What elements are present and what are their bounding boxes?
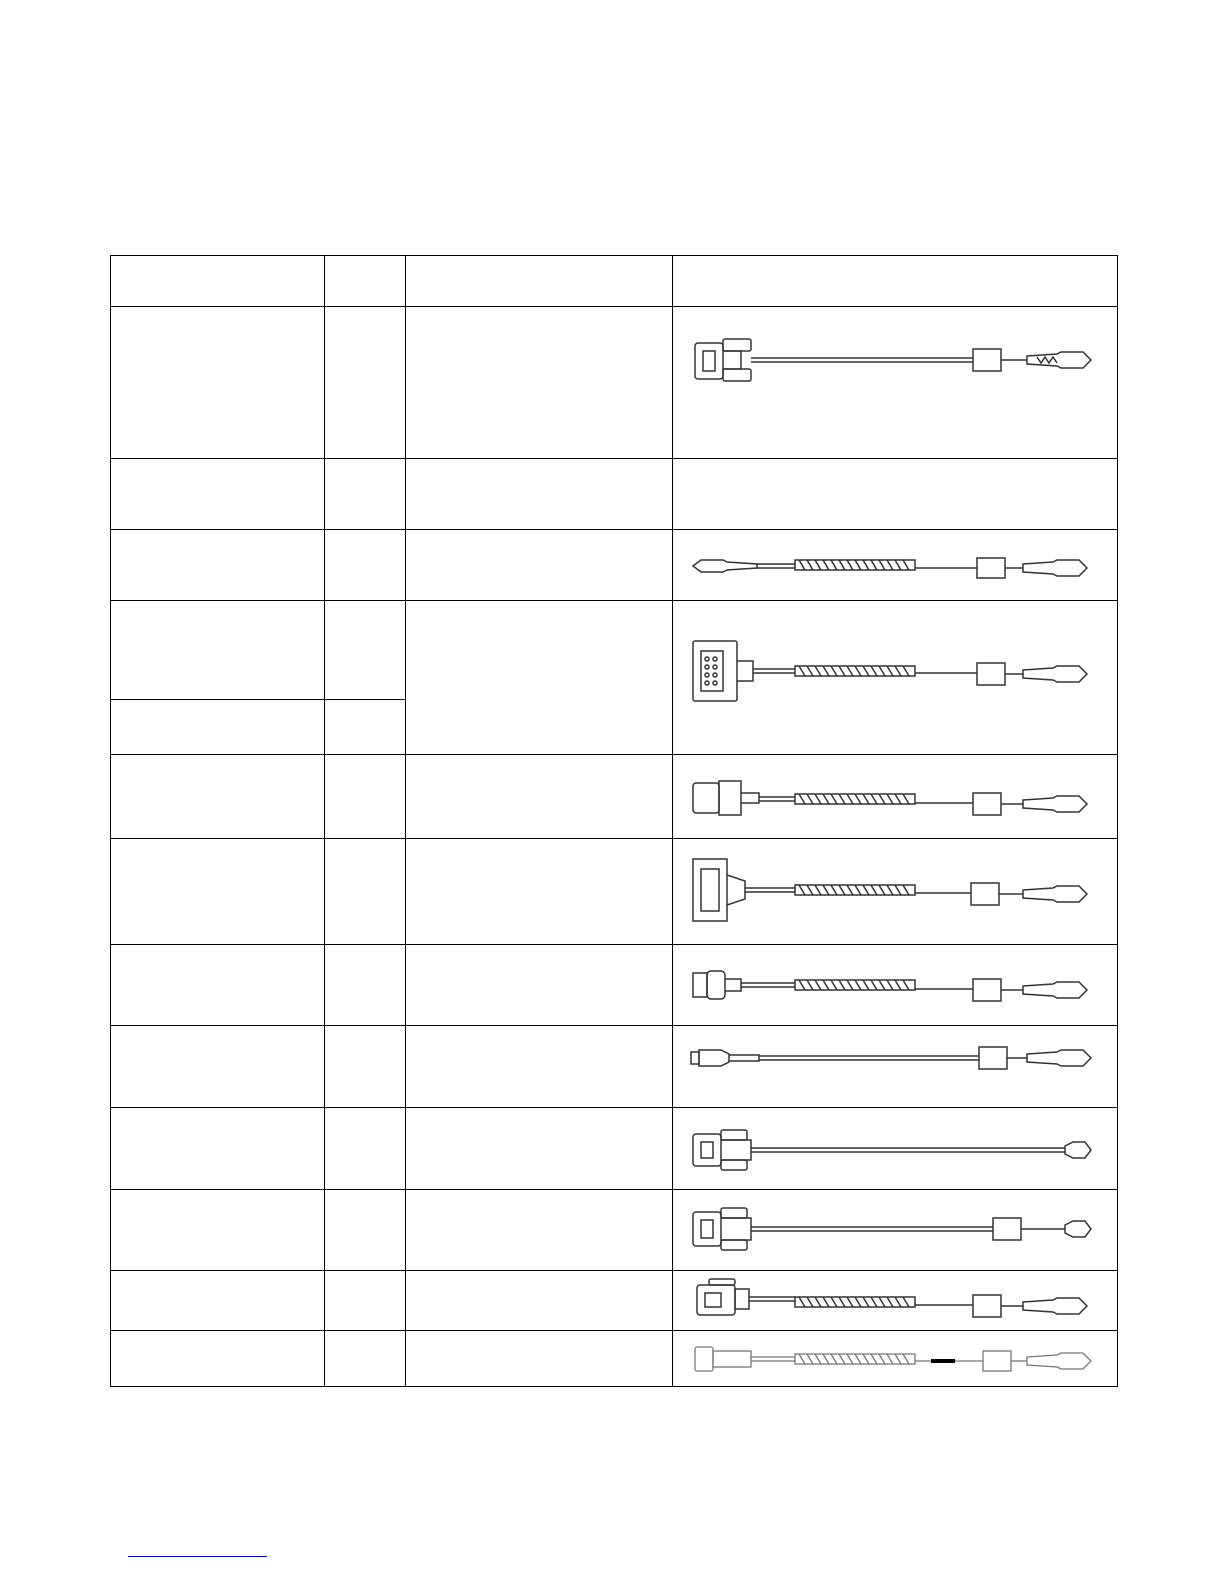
cable-drawing-icon — [687, 1122, 1107, 1178]
cable-drawing-icon — [687, 855, 1107, 925]
cable-drawing-icon — [687, 1202, 1107, 1258]
table-cell — [406, 945, 673, 1026]
cable-drawing-icon — [687, 1337, 1107, 1381]
table-cell — [406, 1108, 673, 1190]
table-row — [111, 601, 1118, 700]
table-cell — [406, 1331, 673, 1387]
table-row — [111, 459, 1118, 530]
table-cell — [325, 755, 406, 839]
cable-table — [110, 255, 1118, 1387]
cable-image-cell — [673, 945, 1118, 1026]
table-row — [111, 307, 1118, 459]
cable-drawing-icon — [687, 1038, 1107, 1078]
cable-image-cell — [673, 530, 1118, 601]
table-cell — [325, 601, 406, 700]
table-cell — [111, 459, 325, 530]
table-cell — [406, 307, 673, 459]
cable-drawing-icon — [687, 544, 1107, 588]
table-cell — [325, 839, 406, 945]
cable-image-cell — [673, 307, 1118, 459]
header-cell-3 — [406, 256, 673, 307]
table-cell — [111, 1108, 325, 1190]
cable-image-cell — [673, 755, 1118, 839]
table-cell — [406, 1190, 673, 1271]
cable-image-cell — [673, 1271, 1118, 1331]
table-row — [111, 839, 1118, 945]
table-row — [111, 530, 1118, 601]
table-cell — [325, 1108, 406, 1190]
table-cell — [325, 307, 406, 459]
table-cell — [406, 459, 673, 530]
cable-drawing-icon — [687, 325, 1107, 395]
table-cell — [111, 945, 325, 1026]
table-row — [111, 1331, 1118, 1387]
cable-drawing-icon — [687, 961, 1107, 1011]
table-cell — [325, 1190, 406, 1271]
table-cell — [111, 601, 325, 700]
table-cell — [406, 601, 673, 755]
table-cell — [111, 1271, 325, 1331]
table-row — [111, 1108, 1118, 1190]
table-cell — [406, 1026, 673, 1108]
table-cell — [325, 1331, 406, 1387]
table-cell — [111, 1026, 325, 1108]
table-header-row — [111, 256, 1118, 307]
table-cell — [111, 530, 325, 601]
table-cell — [111, 1331, 325, 1387]
cable-image-cell — [673, 1190, 1118, 1271]
table-cell — [111, 700, 325, 755]
cable-image-cell — [673, 839, 1118, 945]
table-row — [111, 755, 1118, 839]
table-row — [111, 945, 1118, 1026]
table-row — [111, 1026, 1118, 1108]
table-cell — [673, 459, 1118, 530]
table-cell — [111, 1190, 325, 1271]
table-cell — [325, 1026, 406, 1108]
table-row — [111, 1190, 1118, 1271]
table-cell — [111, 307, 325, 459]
table-cell — [406, 755, 673, 839]
table-cell — [406, 1271, 673, 1331]
header-cell-4 — [673, 256, 1118, 307]
cable-drawing-icon — [687, 1275, 1107, 1327]
table-cell — [406, 530, 673, 601]
table-cell — [111, 755, 325, 839]
header-cell-2 — [325, 256, 406, 307]
table-cell — [325, 945, 406, 1026]
table-cell — [325, 700, 406, 755]
cable-drawing-icon — [687, 631, 1107, 711]
footer-link-underline[interactable] — [128, 1556, 267, 1557]
cable-image-cell — [673, 1026, 1118, 1108]
table-row — [111, 1271, 1118, 1331]
cable-image-cell — [673, 601, 1118, 755]
cable-image-cell — [673, 1108, 1118, 1190]
cable-image-cell — [673, 1331, 1118, 1387]
header-cell-1 — [111, 256, 325, 307]
table-cell — [406, 839, 673, 945]
cable-drawing-icon — [687, 773, 1107, 829]
table-cell — [325, 459, 406, 530]
table-cell — [325, 530, 406, 601]
table-cell — [111, 839, 325, 945]
table-cell — [325, 1271, 406, 1331]
